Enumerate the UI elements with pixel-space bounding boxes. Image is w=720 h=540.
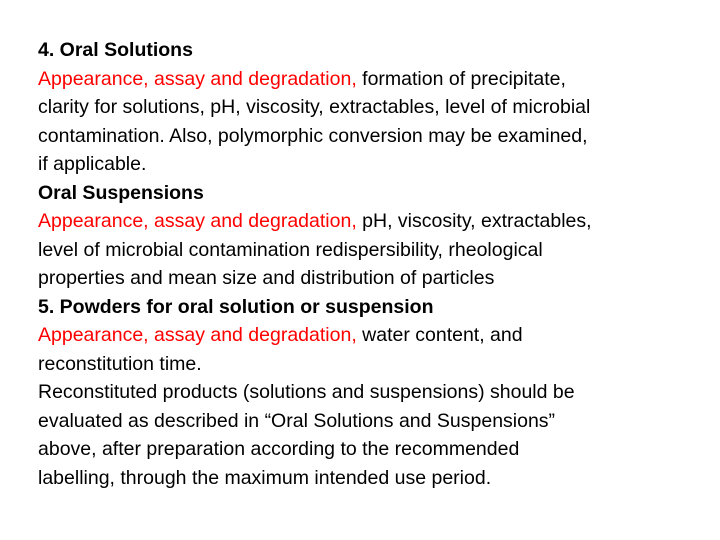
body-text: pH, viscosity, extractables, <box>356 210 592 232</box>
body-text: water content, and <box>356 324 523 346</box>
heading-oral-solutions: 4. Oral Solutions <box>38 39 193 61</box>
body-text: clarity for solutions, pH, viscosity, extractables, level of microbial <box>38 96 591 118</box>
oral-suspensions-line <box>38 236 688 265</box>
heading-powders: 5. Powders for oral solution or suspension <box>38 295 434 318</box>
powders-line <box>38 321 688 350</box>
powders-line <box>38 464 688 493</box>
highlight-text: Appearance, assay and degradation, <box>38 67 357 90</box>
oral-solutions-line <box>38 122 688 151</box>
body-text: Reconstituted products (solutions and suspensions) should be <box>38 381 575 403</box>
body-text: formation of precipitate, <box>356 67 566 90</box>
body-text: if applicable. <box>38 153 147 175</box>
body-text: evaluated as described in “Oral Solutions and Suspensions” <box>38 409 556 432</box>
highlight-text: Appearance, assay and degradation, <box>38 210 357 232</box>
body-text: reconstitution time. <box>38 352 202 375</box>
body-text: level of microbial contamination redispersibility, rheological <box>38 238 543 261</box>
powders-line <box>38 407 688 436</box>
oral-suspensions-line <box>38 264 688 293</box>
powders-line <box>38 350 688 379</box>
body-text: above, after preparation according to the recommended <box>38 438 520 460</box>
body-text: contamination. Also, polymorphic conversion may be examined, <box>38 124 588 147</box>
oral-solutions-line <box>38 65 688 94</box>
body-text: labelling, through the maximum intended use period. <box>38 466 492 489</box>
oral-suspensions-line <box>38 207 688 236</box>
slide-text-body <box>38 36 688 492</box>
highlight-text: Appearance, assay and degradation, <box>38 324 357 346</box>
oral-solutions-line <box>38 93 688 122</box>
heading-oral-suspensions: Oral Suspensions <box>38 181 204 204</box>
powders-line <box>38 378 688 407</box>
body-text: properties and mean size and distribution of particles <box>38 267 495 289</box>
oral-solutions-line <box>38 150 688 179</box>
powders-line <box>38 435 688 464</box>
